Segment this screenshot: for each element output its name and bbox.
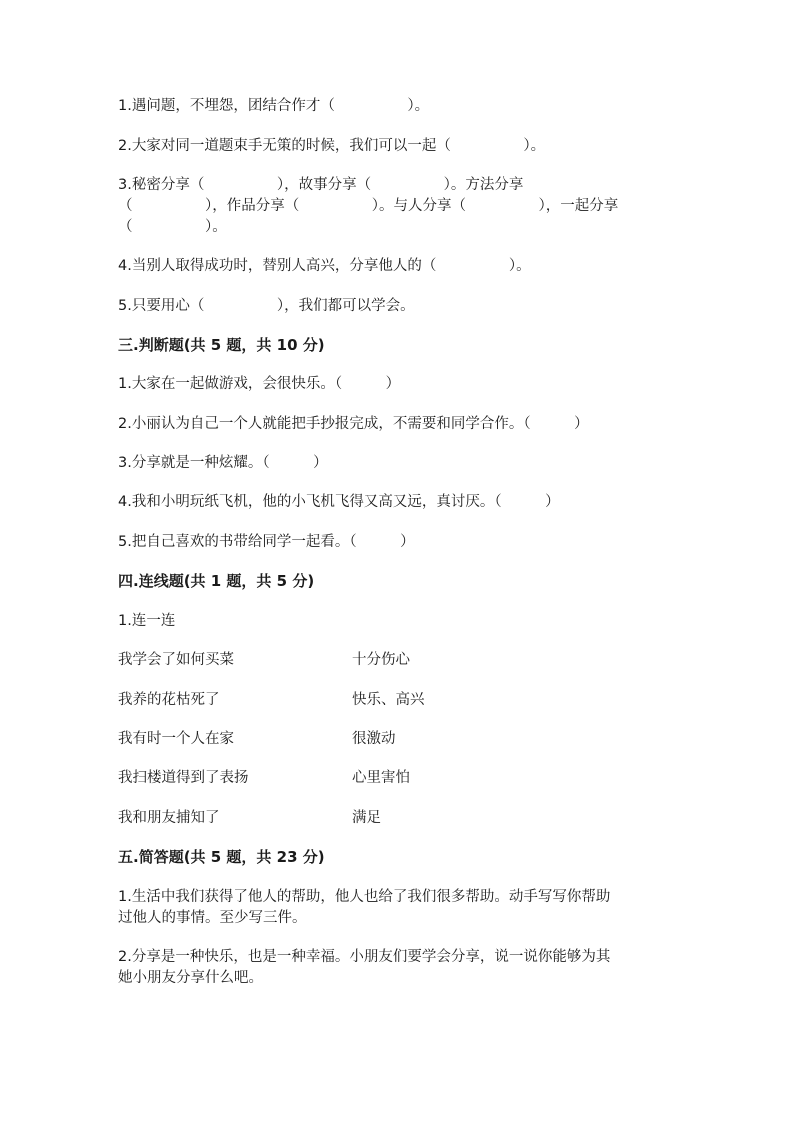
matching-heading: 四.连线题(共 1 题，共 5 分) [118,572,315,590]
fill-blank-q2: 2.大家对同一道题束手无策的时候，我们可以一起（ ）。 [118,138,546,154]
short-answer-q2-line1: 2.分享是一种快乐，也是一种幸福。小朋友们要学会分享，说一说你能够为其 [118,949,611,965]
matching-right-item: 快乐、高兴 [352,692,425,708]
matching-left-item: 我学会了如何买菜 [118,652,234,668]
matching-right-item: 满足 [352,810,381,826]
matching-left-item: 我养的花枯死了 [118,692,220,708]
fill-blank-q3-line3: （ ）。 [118,219,227,235]
fill-blank-q3-line2: （ ），作品分享（ ）。与人分享（ ），一起分享 [118,198,619,214]
short-answer-heading: 五.简答题(共 5 题，共 23 分) [118,848,325,866]
fill-blank-q3-line1: 3.秘密分享（ ），故事分享（ ）。方法分享 [118,177,524,193]
matching-left-item: 我有时一个人在家 [118,731,234,747]
matching-left-item: 我扫楼道得到了表扬 [118,770,249,786]
judgment-q5: 5.把自己喜欢的书带给同学一起看。（ ） [118,534,415,550]
matching-left-item: 我和朋友捕知了 [118,810,220,826]
matching-right-item: 很激动 [352,731,396,747]
judgment-q4: 4.我和小明玩纸飞机，他的小飞机飞得又高又远，真讨厌。（ ） [118,494,560,510]
fill-blank-q5: 5.只要用心（ ），我们都可以学会。 [118,298,415,314]
judgment-heading: 三.判断题(共 5 题，共 10 分) [118,336,325,354]
judgment-q3: 3.分享就是一种炫耀。（ ） [118,455,328,471]
short-answer-q2-line2: 她小朋友分享什么吧。 [118,970,263,986]
fill-blank-q1: 1.遇问题，不埋怨，团结合作才（ ）。 [118,98,430,114]
fill-blank-q4: 4.当别人取得成功时，替别人高兴，分享他人的（ ）。 [118,258,531,274]
judgment-q1: 1.大家在一起做游戏，会很快乐。（ ） [118,376,401,392]
short-answer-q1-line2: 过他人的事情。至少写三件。 [118,910,307,926]
matching-prompt: 1.连一连 [118,613,176,629]
matching-right-item: 心里害怕 [352,770,410,786]
short-answer-q1-line1: 1.生活中我们获得了他人的帮助，他人也给了我们很多帮助。动手写写你帮助 [118,889,611,905]
matching-right-item: 十分伤心 [352,652,410,668]
judgment-q2: 2.小丽认为自己一个人就能把手抄报完成，不需要和同学合作。（ ） [118,416,589,432]
